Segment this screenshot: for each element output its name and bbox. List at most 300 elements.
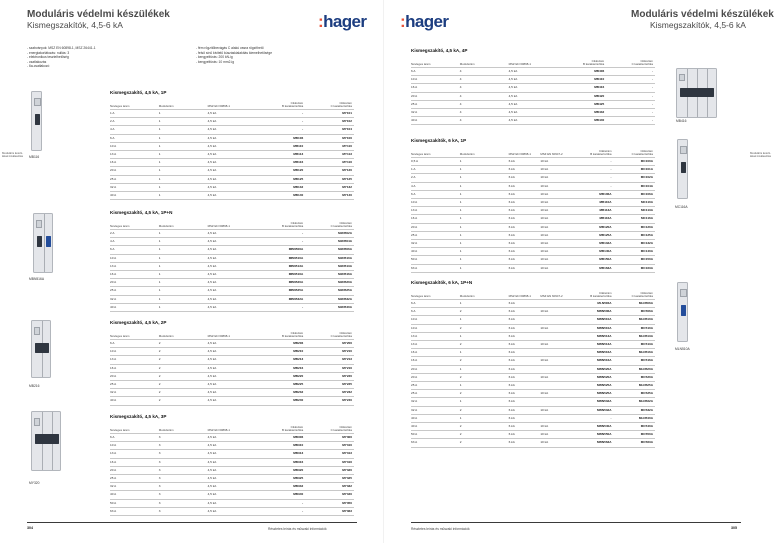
table-cell: 2	[159, 348, 208, 356]
table-cell: 4,5 kA	[509, 76, 558, 84]
table-cell: MBN520A	[572, 365, 613, 373]
column-header: MSZ EN 60898-1	[508, 152, 531, 157]
table-header	[411, 292, 655, 299]
table-header	[110, 222, 354, 229]
table-cell: 4 A	[411, 182, 460, 190]
column-header: Cikkszám C karakterisztika	[631, 291, 653, 299]
table-cell: 4,5 kA	[509, 67, 558, 75]
table-cell: 25 A	[411, 231, 460, 239]
table-row	[411, 406, 655, 414]
table-cell: MB425	[557, 100, 606, 108]
table-cell: MB440	[557, 117, 606, 125]
table-cell: 4	[460, 117, 509, 125]
table-cell: -	[256, 238, 305, 246]
table-cell: 20 A	[110, 167, 159, 175]
table-cell: MB206	[256, 339, 305, 347]
column-header: MSZ EN 60898-1	[207, 104, 230, 109]
table-cell: 1	[460, 199, 509, 207]
table-cell: MB125	[256, 175, 305, 183]
table-cell: 1	[460, 240, 509, 248]
table-row	[411, 215, 655, 223]
table-cell: 6 kA	[509, 341, 541, 349]
table-cell: 1	[159, 151, 208, 159]
table-row	[110, 183, 354, 191]
table-cell: 6 kA	[509, 390, 541, 398]
table-cell: 20 A	[110, 466, 159, 474]
table-row	[411, 109, 655, 117]
table-cell: 16 A	[110, 458, 159, 466]
table-row	[110, 175, 354, 183]
table-cell: 4,5 kA	[208, 109, 257, 117]
spec-table	[411, 60, 655, 125]
table-cell: 13 A	[411, 207, 460, 215]
breaker-4p-image	[676, 68, 717, 118]
footer-text: Részletes leírás és műszaki információk	[268, 527, 327, 531]
table-cell: -	[572, 182, 613, 190]
logo-text: hager	[405, 12, 449, 31]
table-cell: MC106A	[614, 190, 656, 198]
table-cell: 1	[159, 159, 208, 167]
table-cell: MBN506A	[572, 308, 613, 316]
section-4-5ka-4p	[411, 48, 655, 125]
page-number: 305	[731, 526, 737, 530]
product-label: MY320	[29, 481, 40, 485]
table-cell: MC150A	[614, 256, 656, 264]
table-cell: 1	[159, 238, 208, 246]
table-cell: 4,5 kA	[208, 271, 257, 279]
table-cell: 32 A	[411, 109, 460, 117]
table-cell: MC532A	[614, 406, 656, 414]
table-cell: 2	[460, 423, 509, 431]
table-row	[110, 483, 354, 491]
table-cell: MC132A	[614, 240, 656, 248]
table-cell: 4,5 kA	[208, 381, 257, 389]
table-cell: 1	[159, 254, 208, 262]
table-cell: 2	[460, 406, 509, 414]
table-cell: 50 A	[411, 431, 460, 439]
table-cell: 6 kA	[509, 223, 541, 231]
table-cell: 32 A	[110, 183, 159, 191]
table-cell: 4	[460, 92, 509, 100]
table-cell: MC102A	[614, 174, 656, 182]
column-header: MSZ EN 60898-1	[207, 224, 230, 229]
table-cell: 16 A	[110, 159, 159, 167]
table-row	[110, 192, 354, 200]
table-row	[411, 166, 655, 174]
table-cell: 4 A	[110, 238, 159, 246]
section-title: Kismegszakító, 4,5 kA, 1P	[110, 90, 167, 95]
column-header: MSZ EN 60898-1	[207, 334, 230, 339]
column-header: Cikkszám C karakterisztika	[631, 59, 653, 67]
table-cell: 63 A	[110, 507, 159, 515]
table-cell: 6 kA	[509, 182, 541, 190]
table-cell: MB140A	[572, 248, 613, 256]
table-cell: 13 A	[411, 332, 460, 340]
column-header: Cikkszám C karakterisztika	[330, 331, 352, 339]
table-cell: 1	[460, 215, 509, 223]
table-cell: MC163A	[614, 264, 656, 272]
table-cell: -	[606, 67, 655, 75]
table-cell: MY332	[305, 483, 354, 491]
column-header: MSZ EN 60898-1	[207, 428, 230, 433]
table-cell: MC101A	[614, 166, 656, 174]
table-cell: 10 kA	[540, 231, 572, 239]
table-cell: 10 kA	[540, 373, 572, 381]
column-header: Cikkszám C karakterisztika	[330, 101, 352, 109]
table-row	[411, 67, 655, 75]
table-cell: MY106	[305, 134, 354, 142]
table-cell: 2	[460, 341, 509, 349]
table-cell: MC116A	[614, 215, 656, 223]
table-cell: 1	[460, 166, 509, 174]
table-cell: 50 A	[411, 256, 460, 264]
table-cell: 6 kA	[509, 382, 541, 390]
table-cell: 32 A	[110, 295, 159, 303]
table-cell: 4,5 kA	[208, 262, 257, 270]
table-cell: MY140	[305, 192, 354, 200]
table-cell: MB220	[256, 372, 305, 380]
table-cell: 6 kA	[509, 207, 541, 215]
table-cell: 1	[159, 262, 208, 270]
table-cell: 13 A	[411, 341, 460, 349]
table-row	[110, 246, 354, 254]
table-row	[411, 332, 655, 340]
table-cell: MC506A	[614, 308, 656, 316]
table-cell: 4,5 kA	[509, 84, 558, 92]
table-row	[110, 491, 354, 499]
table-cell: 6 A	[110, 339, 159, 347]
table-cell: -	[606, 84, 655, 92]
table-cell: MC110A	[614, 199, 656, 207]
table-cell: 4 A	[110, 126, 159, 134]
table-cell: MB110	[256, 142, 305, 150]
spec-table	[110, 332, 354, 406]
table-cell: MBN513A	[256, 262, 305, 270]
table-cell: MBN516A	[572, 357, 613, 365]
table-header	[411, 150, 655, 157]
section-4-5ka-1pn	[110, 210, 354, 312]
table-cell: 1	[460, 365, 509, 373]
table-row	[110, 397, 354, 405]
table-cell: MBN516A	[256, 271, 305, 279]
table-cell: MLN520A	[614, 365, 656, 373]
table-cell: 1	[460, 223, 509, 231]
table-cell: -	[606, 117, 655, 125]
table-cell: 2	[159, 356, 208, 364]
column-header: Cikkszám C karakterisztika	[330, 425, 352, 433]
column-header: Névleges áram	[110, 224, 130, 229]
table-cell: MBN516A	[572, 349, 613, 357]
table-cell: 40 A	[411, 423, 460, 431]
table-cell: 1	[460, 382, 509, 390]
table-cell: MB140	[256, 192, 305, 200]
column-header: Modulszám	[459, 152, 475, 157]
table-cell: MB132A	[572, 240, 613, 248]
table-cell: 6 A	[411, 67, 460, 75]
table-row	[110, 381, 354, 389]
table-cell: MB316	[256, 458, 305, 466]
table-cell: 16 A	[110, 271, 159, 279]
table-cell: 6 kA	[509, 166, 541, 174]
table-cell: 10 kA	[540, 324, 572, 332]
table-cell: MBN525A	[572, 390, 613, 398]
table-cell: MLN516A	[614, 349, 656, 357]
table-cell: 20 A	[110, 279, 159, 287]
logo-mark: :	[400, 12, 406, 31]
table-cell: 3	[159, 507, 208, 515]
table-row	[110, 295, 354, 303]
page-number: 304	[27, 526, 33, 530]
table-cell: 10 A	[411, 76, 460, 84]
table-cell: MJN502A	[305, 229, 354, 237]
bullet-item: - elektronikus tesztelhetőség	[27, 55, 69, 60]
table-row	[411, 199, 655, 207]
table-cell: -	[256, 499, 305, 507]
table-cell: 4,5 kA	[208, 246, 257, 254]
table-cell: 4,5 kA	[208, 183, 257, 191]
table-cell: 4,5 kA	[208, 295, 257, 303]
table-cell: MB216	[256, 364, 305, 372]
table-row	[110, 262, 354, 270]
table-cell: MB310	[256, 442, 305, 450]
column-header: Cikkszám B karakterisztika	[281, 101, 304, 109]
column-header: Cikkszám B karakterisztika	[590, 291, 612, 299]
column-header: MSZ EN 60947-2	[540, 294, 563, 299]
table-cell: 4,5 kA	[208, 151, 257, 159]
column-header: MSZ EN 60898-1	[508, 294, 531, 299]
table-cell: 2	[460, 431, 509, 439]
table-cell: MJN506A	[305, 246, 354, 254]
table-cell: 4,5 kA	[208, 254, 257, 262]
breaker-1p-image	[31, 91, 42, 151]
table-cell: 4,5 kA	[509, 92, 558, 100]
table-cell: 1	[159, 295, 208, 303]
table-cell: 10 kA	[540, 423, 572, 431]
table-cell: 6 kA	[509, 299, 541, 307]
table-cell: 16 A	[411, 357, 460, 365]
table-cell: MY213	[305, 356, 354, 364]
table-cell: 2 A	[110, 118, 159, 126]
table-cell: 1	[159, 303, 208, 311]
table-cell: 6 kA	[509, 439, 541, 447]
table-cell: 1	[159, 279, 208, 287]
table-cell: MC540A	[614, 423, 656, 431]
table-cell: 3	[159, 450, 208, 458]
table-cell: 4,5 kA	[208, 303, 257, 311]
table-cell: MB132	[256, 183, 305, 191]
table-cell: MJN540A	[305, 303, 354, 311]
table-cell: 2	[159, 339, 208, 347]
table-row	[110, 254, 354, 262]
table-cell: MC563A	[614, 439, 656, 447]
table-cell: MY206	[305, 339, 354, 347]
table-cell: MLN540A	[614, 414, 656, 422]
product-label: MLN510A	[675, 347, 690, 351]
table-cell: 6 A	[110, 134, 159, 142]
table-row	[411, 117, 655, 125]
table-cell: MB340	[256, 491, 305, 499]
table-row	[411, 398, 655, 406]
table-cell: 10 kA	[540, 157, 572, 165]
page-title: Moduláris védelmi készülékek	[27, 9, 170, 20]
table-cell: MB110A	[572, 199, 613, 207]
table-cell: 4,5 kA	[208, 142, 257, 150]
table-row	[110, 348, 354, 356]
bullet-item: - felső sínű kivitelű kúszáskialakítás kiemelhetősége	[196, 50, 273, 55]
table-cell: 3	[159, 433, 208, 441]
table-cell: MY320	[305, 466, 354, 474]
table-row	[411, 231, 655, 239]
table-cell: 4,5 kA	[208, 483, 257, 491]
table-cell: 16 A	[411, 84, 460, 92]
table-cell: 40 A	[411, 248, 460, 256]
table-cell: MB313	[256, 450, 305, 458]
table-cell: MLN506A	[614, 299, 656, 307]
table-cell: 10 kA	[540, 308, 572, 316]
table-row	[411, 431, 655, 439]
table-cell: 4	[460, 100, 509, 108]
table-cell: 10 A	[110, 348, 159, 356]
table-cell: 10 kA	[540, 264, 572, 272]
spec-table	[110, 102, 354, 200]
table-cell: MC125A	[614, 231, 656, 239]
table-row	[411, 357, 655, 365]
footer-text: Részletes leírás és műszaki információk	[411, 527, 470, 531]
table-cell: 10 kA	[540, 182, 572, 190]
table-cell: MY325	[305, 475, 354, 483]
table-cell: 2	[460, 373, 509, 381]
table-cell: 4,5 kA	[208, 372, 257, 380]
table-cell: 25 A	[411, 390, 460, 398]
table-cell: 32 A	[110, 483, 159, 491]
table-row	[110, 279, 354, 287]
table-cell: 6 kA	[509, 431, 541, 439]
table-cell: 1	[159, 118, 208, 126]
table-cell	[540, 365, 572, 373]
table-cell: 0,5 A	[411, 157, 460, 165]
table-cell: MLN510A	[614, 316, 656, 324]
bullet-list-col2	[196, 46, 272, 64]
column-header: MSZ EN 60947-2	[540, 152, 563, 157]
table-cell: 6 kA	[509, 190, 541, 198]
table-cell: 13 A	[110, 262, 159, 270]
table-row	[110, 167, 354, 175]
table-cell: 2 A	[411, 174, 460, 182]
table-cell: 25 A	[110, 381, 159, 389]
logo-text: hager	[323, 12, 367, 31]
bullet-item: - kengyelfúrás: 10 mm2-ig	[196, 59, 235, 64]
page-subtitle: Kismegszakítók, 4,5-6 kA	[27, 20, 123, 30]
table-cell: MY216	[305, 364, 354, 372]
table-cell: 6 kA	[509, 357, 541, 365]
table-cell: 32 A	[411, 406, 460, 414]
table-row	[110, 238, 354, 246]
table-cell: MC520A	[614, 373, 656, 381]
table-cell: MY240	[305, 397, 354, 405]
table-cell: MJN525A	[305, 287, 354, 295]
table-cell: 10 kA	[540, 439, 572, 447]
table-cell: 4,5 kA	[208, 167, 257, 175]
table-cell: MY316	[305, 458, 354, 466]
table-cell: 1	[460, 182, 509, 190]
table-row	[411, 190, 655, 198]
table-cell: 6 kA	[509, 157, 541, 165]
table-row	[110, 287, 354, 295]
table-cell: 63 A	[411, 439, 460, 447]
table-cell: 20 A	[110, 372, 159, 380]
table-cell: 10 kA	[540, 357, 572, 365]
table-cell: 6 kA	[509, 264, 541, 272]
table-cell: 1	[159, 142, 208, 150]
table-cell: 25 A	[110, 175, 159, 183]
table-row	[411, 423, 655, 431]
column-header: Névleges áram	[411, 294, 431, 299]
table-row	[110, 442, 354, 450]
table-cell: 1	[159, 229, 208, 237]
table-row	[411, 349, 655, 357]
table-cell: 16 A	[411, 349, 460, 357]
breaker-3p-image	[31, 411, 61, 471]
table-cell: 6 kA	[509, 365, 541, 373]
table-cell: 6 kA	[509, 215, 541, 223]
table-cell: 2	[460, 357, 509, 365]
table-cell: MY104	[305, 126, 354, 134]
table-cell: MBN506A	[256, 246, 305, 254]
table-row	[110, 364, 354, 372]
table-cell	[540, 398, 572, 406]
table-cell: 2	[159, 372, 208, 380]
product-label: MC116A	[675, 205, 688, 209]
table-cell: 25 A	[110, 287, 159, 295]
table-cell: MBN510A	[256, 254, 305, 262]
table-cell: 1	[460, 157, 509, 165]
table-row	[411, 382, 655, 390]
column-header: Cikkszám B karakterisztika	[281, 331, 304, 339]
table-cell: 10 kA	[540, 390, 572, 398]
table-cell: 4,5 kA	[208, 458, 257, 466]
footer-rule	[27, 522, 357, 523]
table-cell: 10 kA	[540, 207, 572, 215]
table-cell: 1	[460, 256, 509, 264]
table-cell: MBN510A	[572, 316, 613, 324]
table-cell: 10 A	[110, 442, 159, 450]
table-cell: MB320	[256, 466, 305, 474]
table-cell: 1	[159, 175, 208, 183]
table-cell: 1	[460, 248, 509, 256]
table-cell: 4,5 kA	[208, 279, 257, 287]
table-row	[110, 159, 354, 167]
table-cell: MY310	[305, 442, 354, 450]
table-cell: 13 A	[110, 151, 159, 159]
table-cell: MB113	[256, 151, 305, 159]
table-cell: 4,5 kA	[208, 475, 257, 483]
table-cell: 2	[159, 364, 208, 372]
table-cell: MY113	[305, 151, 354, 159]
table-row	[411, 316, 655, 324]
table-cell: 32 A	[411, 240, 460, 248]
product-label: MB116	[29, 155, 40, 159]
column-header: Névleges áram	[110, 428, 130, 433]
table-cell: 2	[460, 439, 509, 447]
breaker-6ka-1pn-image	[677, 282, 688, 342]
table-cell	[540, 349, 572, 357]
table-cell: MB225	[256, 381, 305, 389]
table-cell: MBN513A	[572, 332, 613, 340]
product-label: MB416	[676, 119, 687, 123]
table-cell: 6 kA	[509, 174, 541, 182]
table-cell	[540, 382, 572, 390]
table-row	[110, 356, 354, 364]
